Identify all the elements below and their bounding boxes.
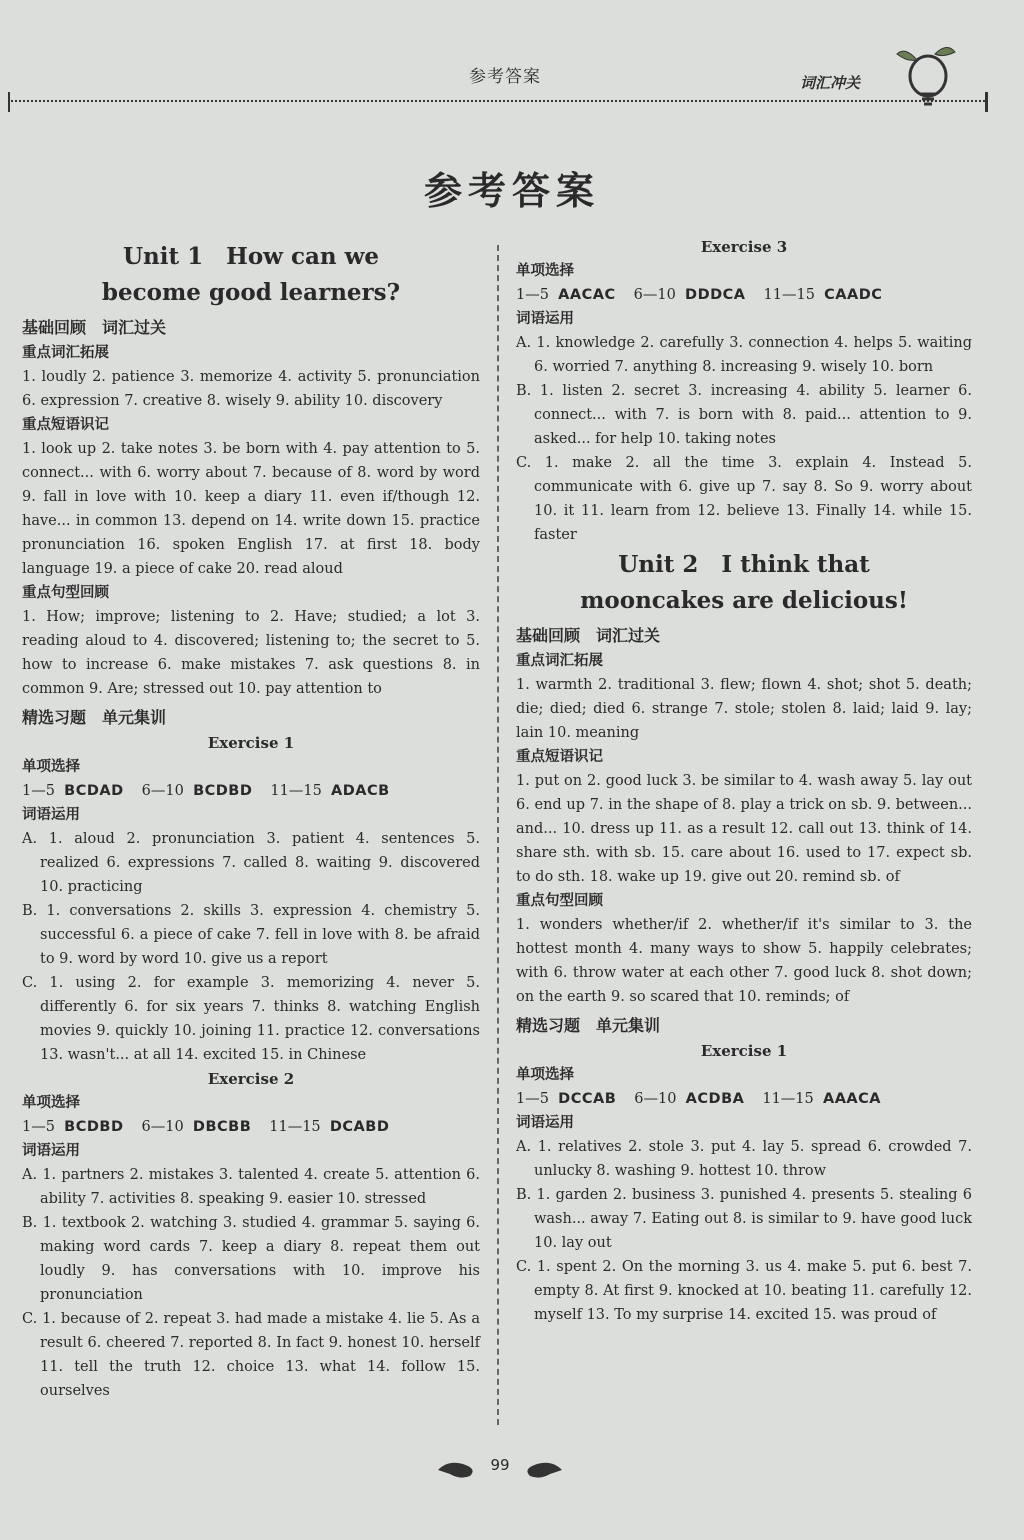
left-column bbox=[22, 235, 480, 1403]
mc-key: BCDAD bbox=[64, 783, 124, 799]
sentence-answers: 1. How; improve; listening to 2. Have; studied; a lot 3. reading aloud to 4. discovered; listening to; the secret to 5. how to increase 6. make mistakes 7. ask questions 8. in common 9. Are; stressed out 10. pay attention to bbox=[22, 609, 480, 697]
phrase-answers: 1. put on 2. good luck 3. be similar to 4. wash away 5. lay out 6. end up 7. in the shape of 8. play a trick on sb. 9. between... and... 10. dress up 11. as a result 12. call out 13. think of 14. share sth. with sb. 15. care about 16. used to 17. expect sb. to do sth. 18. wake up 19. give out 20. remind sb. of bbox=[516, 773, 972, 885]
mc-range: 1—5 bbox=[516, 1091, 549, 1107]
header-title: 参考答案 bbox=[469, 67, 541, 87]
mc-range: 11—15 bbox=[270, 783, 322, 799]
sub-sentence: 重点句型回顾 bbox=[516, 893, 603, 909]
mc-range: 6—10 bbox=[141, 1119, 184, 1135]
section-basic: 基础回顾 词汇过关 bbox=[516, 626, 661, 645]
usage-B: B. 1. listen 2. secret 3. increasing 4. ability 5. learner 6. connect... with 7. is born with 8. paid... attention to 9. asked... for help 10. taking notes bbox=[516, 383, 972, 447]
right-column bbox=[516, 235, 972, 1327]
usage-label: 词语运用 bbox=[516, 1115, 574, 1131]
mc-key: DBCBB bbox=[192, 1119, 252, 1135]
mc-answers bbox=[22, 779, 480, 803]
sub-phrase: 重点短语识记 bbox=[516, 749, 603, 765]
mc-label: 单项选择 bbox=[22, 1095, 80, 1111]
header-rule-start bbox=[8, 92, 10, 112]
mc-range: 6—10 bbox=[633, 287, 676, 303]
mc-range: 11—15 bbox=[762, 1091, 814, 1107]
mc-answers bbox=[516, 283, 972, 307]
mc-key: DCCAB bbox=[558, 1091, 617, 1107]
page-number: 99 bbox=[490, 1456, 510, 1474]
usage-C: C. 1. because of 2. repeat 3. had made a mistake 4. lie 5. As a result 6. cheered 7. reported 8. In fact 9. honest 10. herself 11. tell the truth 12. choice 13. what 14. follow 15. ourselves bbox=[22, 1311, 480, 1399]
sub-vocab: 重点词汇拓展 bbox=[22, 345, 109, 361]
mc-label: 单项选择 bbox=[22, 759, 80, 775]
unit2-title-line2: mooncakes are delicious! bbox=[580, 587, 908, 614]
page-title: 参考答案 bbox=[423, 169, 600, 213]
mc-key: BCDBD bbox=[64, 1119, 124, 1135]
usage-C: C. 1. make 2. all the time 3. explain 4. Instead 5. communicate with 6. give up 7. say 8. So 9. worry about 10. it 11. learn from 12. believe 13. Finally 14. while 15. faster bbox=[516, 455, 972, 543]
page-footer bbox=[430, 1450, 570, 1490]
usage-label: 词语运用 bbox=[516, 311, 574, 327]
mc-range: 1—5 bbox=[22, 1119, 55, 1135]
mc-key: DCABD bbox=[329, 1119, 390, 1135]
header-brand: 词汇冲关 bbox=[800, 74, 861, 92]
usage-A: A. 1. aloud 2. pronunciation 3. patient 4. sentences 5. realized 6. expressions 7. called 8. waiting 9. discovered 10. practicing bbox=[22, 831, 480, 895]
usage-B: B. 1. garden 2. business 3. punished 4. presents 5. stealing 6 wash... away 7. Eating out 8. is similar to 9. have good luck 10. lay out bbox=[516, 1187, 972, 1251]
header-rule-end bbox=[985, 92, 988, 112]
usage-B: B. 1. conversations 2. skills 3. expression 4. chemistry 5. successful 6. a piece of cake 7. fell in love with 8. be afraid to 9. word by word 10. give us a report bbox=[22, 903, 480, 967]
usage-C: C. 1. spent 2. On the morning 3. us 4. make 5. put 6. best 7. empty 8. At first 9. knocked at 10. beating 11. carefully 12. myself 13. To my surprise 14. excited 15. was proud of bbox=[516, 1259, 972, 1323]
mc-key: CAADC bbox=[824, 287, 883, 303]
mc-range: 6—10 bbox=[141, 783, 184, 799]
vocab-answers: 1. loudly 2. patience 3. memorize 4. activity 5. pronunciation 6. expression 7. creative 8. wisely 9. ability 10. discovery bbox=[22, 369, 480, 409]
usage-label: 词语运用 bbox=[22, 807, 80, 823]
mc-key: AAACA bbox=[822, 1091, 882, 1107]
usage-A: A. 1. relatives 2. stole 3. put 4. lay 5. spread 6. crowded 7. unlucky 8. washing 9. hottest 10. throw bbox=[516, 1139, 972, 1179]
mc-range: 1—5 bbox=[22, 783, 55, 799]
mc-key: ADACB bbox=[331, 783, 390, 799]
mc-range: 11—15 bbox=[269, 1119, 321, 1135]
exercise-3-title: Exercise 3 bbox=[700, 238, 788, 256]
column-divider bbox=[497, 245, 499, 1425]
exercise-2-title: Exercise 2 bbox=[207, 1070, 295, 1088]
usage-label: 词语运用 bbox=[22, 1143, 80, 1159]
mc-answers bbox=[516, 1087, 972, 1111]
usage-C: C. 1. using 2. for example 3. memorizing 4. never 5. differently 6. for six years 7. thinks 8. watching English movies 9. quickly 10. joining 11. practice 12. conversations 13. wasn't... at all 14. excited 15. in Chinese bbox=[22, 975, 480, 1063]
mc-key: ACDBA bbox=[685, 1091, 745, 1107]
section-basic: 基础回顾 词汇过关 bbox=[22, 318, 167, 337]
exercise-1-title: Exercise 1 bbox=[207, 734, 295, 752]
sentence-answers: 1. wonders whether/if 2. whether/if it's similar to 3. the hottest month 4. many ways to show 5. happily celebrates; with 6. throw water at each other 7. good luck 8. shot down; on the earth 9. so scared that 10. reminds; of bbox=[516, 917, 972, 1005]
phrase-answers: 1. look up 2. take notes 3. be born with 4. pay attention to 5. connect... with 6. worry about 7. because of 8. word by word 9. fall in love with 10. keep a diary 11. even if/though 12. have... in common 13. depend on 14. write down 15. practice pronunciation 16. spoken English 17. at first 18. body language 19. a piece of cake 20. read aloud bbox=[22, 441, 480, 577]
mc-range: 6—10 bbox=[634, 1091, 677, 1107]
usage-B: B. 1. textbook 2. watching 3. studied 4. grammar 5. saying 6. making word cards 7. keep a diary 8. repeat them out loudly 9. has conversations with 10. improve his pronunciation bbox=[22, 1215, 480, 1303]
usage-A: A. 1. knowledge 2. carefully 3. connection 4. helps 5. waiting 6. worried 7. anything 8. increasing 9. wisely 10. born bbox=[516, 335, 972, 375]
page-header bbox=[0, 0, 1024, 120]
mc-range: 11—15 bbox=[763, 287, 815, 303]
unit1-title-line2: become good learners? bbox=[101, 279, 401, 306]
section-practice: 精选习题 单元集训 bbox=[22, 708, 167, 727]
mc-key: DDDCA bbox=[685, 287, 746, 303]
unit1-title-line1: Unit 1 How can we bbox=[122, 243, 380, 270]
mc-range: 1—5 bbox=[516, 287, 549, 303]
header-rule bbox=[8, 100, 988, 102]
sub-sentence: 重点句型回顾 bbox=[22, 585, 109, 601]
sub-vocab: 重点词汇拓展 bbox=[516, 653, 603, 669]
unit2-title-line1: Unit 2 I think that bbox=[618, 551, 870, 578]
vocab-answers: 1. warmth 2. traditional 3. flew; flown 4. shot; shot 5. death; die; died; died 6. strange 7. stole; stolen 8. laid; laid 9. lay; lain 10. meaning bbox=[516, 677, 972, 741]
mc-answers bbox=[22, 1115, 480, 1139]
mc-key: BCDBD bbox=[193, 783, 253, 799]
usage-A: A. 1. partners 2. mistakes 3. talented 4. create 5. attention 6. ability 7. activities 8. speaking 9. easier 10. stressed bbox=[22, 1167, 480, 1207]
mc-key: AACAC bbox=[558, 287, 616, 303]
section-practice: 精选习题 单元集训 bbox=[516, 1016, 661, 1035]
sub-phrase: 重点短语识记 bbox=[22, 417, 109, 433]
exercise-1-title: Exercise 1 bbox=[700, 1042, 788, 1060]
mc-label: 单项选择 bbox=[516, 263, 574, 279]
mc-label: 单项选择 bbox=[516, 1067, 574, 1083]
